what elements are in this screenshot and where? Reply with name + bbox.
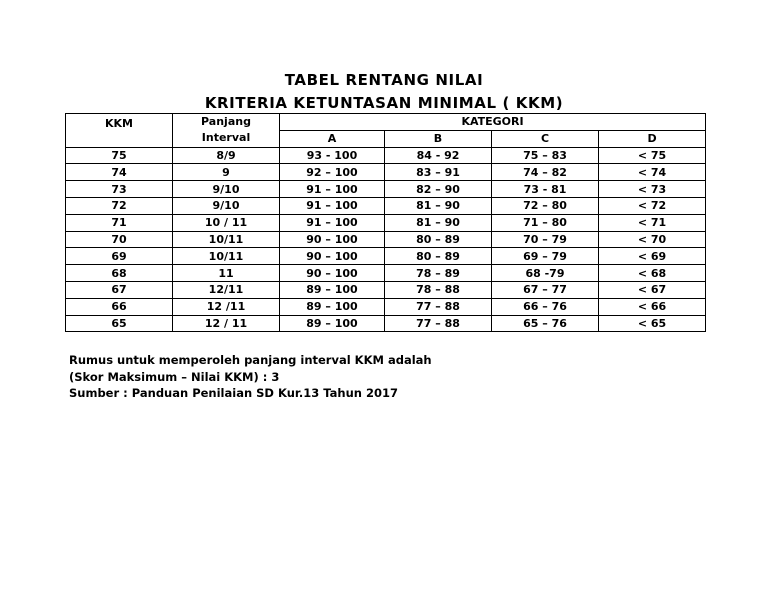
cell-kategori-b: 78 – 89 [385,265,492,282]
cell-kkm: 69 [66,248,173,265]
cell-kategori-c: 66 – 76 [492,298,599,315]
cell-kategori-d: < 67 [599,281,706,298]
cell-kategori-c: 75 – 83 [492,147,599,164]
cell-kategori-b: 81 – 90 [385,197,492,214]
cell-kategori-a: 89 – 100 [280,315,385,332]
cell-panjang-interval: 10/11 [173,231,280,248]
cell-kategori-a: 89 – 100 [280,281,385,298]
cell-kategori-c: 73 - 81 [492,181,599,198]
table-row [66,231,706,248]
page-title: TABEL RENTANG NILAI [284,71,484,89]
table-row [66,164,706,181]
cell-panjang-interval: 11 [173,265,280,282]
header-interval: Interval [201,131,251,144]
cell-kategori-c: 69 – 79 [492,248,599,265]
cell-kategori-b: 81 – 90 [385,214,492,231]
cell-kategori-c: 65 – 76 [492,315,599,332]
cell-kategori-a: 90 – 100 [280,265,385,282]
cell-kkm: 71 [66,214,173,231]
cell-panjang-interval: 9/10 [173,181,280,198]
cell-kategori-c: 68 -79 [492,265,599,282]
cell-kategori-a: 93 - 100 [280,147,385,164]
cell-kategori-b: 77 – 88 [385,298,492,315]
cell-kategori-a: 89 – 100 [280,298,385,315]
cell-kategori-b: 83 – 91 [385,164,492,181]
table-body [66,147,706,332]
cell-panjang-interval: 10/11 [173,248,280,265]
note-formula-intro: Rumus untuk memperoleh panjang interval KKM adalah [69,353,432,367]
cell-panjang-interval: 12 / 11 [173,315,280,332]
cell-kategori-a: 91 – 100 [280,197,385,214]
cell-kategori-d: < 72 [599,197,706,214]
table-row [66,315,706,332]
header-kategori: KATEGORI [280,114,706,131]
kkm-range-table [65,113,706,332]
cell-kategori-d: < 74 [599,164,706,181]
header-c: C [492,130,599,147]
cell-kkm: 75 [66,147,173,164]
cell-kkm: 68 [66,265,173,282]
header-b: B [385,130,492,147]
cell-kategori-c: 67 – 77 [492,281,599,298]
cell-kategori-a: 90 – 100 [280,231,385,248]
table-header-row [66,114,706,131]
cell-kategori-c: 74 – 82 [492,164,599,181]
cell-kkm: 65 [66,315,173,332]
cell-kategori-d: < 71 [599,214,706,231]
cell-panjang-interval: 10 / 11 [173,214,280,231]
cell-kategori-d: < 75 [599,147,706,164]
cell-kategori-b: 80 – 89 [385,248,492,265]
page-subtitle: KRITERIA KETUNTASAN MINIMAL ( KKM) [204,94,564,112]
header-panjang-interval [173,114,280,148]
table-row [66,298,706,315]
header-panjang: Panjang [201,115,251,128]
cell-panjang-interval: 9/10 [173,197,280,214]
table-row [66,248,706,265]
cell-kkm: 70 [66,231,173,248]
cell-kategori-a: 92 – 100 [280,164,385,181]
cell-kategori-c: 72 – 80 [492,197,599,214]
cell-kategori-d: < 73 [599,181,706,198]
cell-kategori-d: < 68 [599,265,706,282]
cell-kkm: 73 [66,181,173,198]
table-row [66,214,706,231]
cell-kkm: 67 [66,281,173,298]
cell-kategori-a: 90 – 100 [280,248,385,265]
cell-panjang-interval: 8/9 [173,147,280,164]
cell-kategori-b: 77 – 88 [385,315,492,332]
table-row [66,147,706,164]
cell-panjang-interval: 9 [173,164,280,181]
cell-kategori-a: 91 – 100 [280,181,385,198]
note-source: Sumber : Panduan Penilaian SD Kur.13 Tahun 2017 [69,386,398,400]
header-d: D [599,130,706,147]
cell-kategori-d: < 65 [599,315,706,332]
cell-kkm: 66 [66,298,173,315]
cell-kategori-b: 80 – 89 [385,231,492,248]
cell-kategori-b: 84 - 92 [385,147,492,164]
notes [69,352,432,402]
cell-kategori-c: 70 – 79 [492,231,599,248]
cell-panjang-interval: 12/11 [173,281,280,298]
header-kkm: KKM [66,114,173,148]
cell-panjang-interval: 12 /11 [173,298,280,315]
note-formula: (Skor Maksimum – Nilai KKM) : 3 [69,369,280,384]
cell-kategori-d: < 70 [599,231,706,248]
header-a: A [280,130,385,147]
table-row [66,281,706,298]
table-row [66,265,706,282]
cell-kategori-a: 91 – 100 [280,214,385,231]
cell-kategori-c: 71 – 80 [492,214,599,231]
cell-kkm: 72 [66,197,173,214]
table-row [66,197,706,214]
table-row [66,181,706,198]
cell-kategori-d: < 69 [599,248,706,265]
cell-kategori-b: 78 – 88 [385,281,492,298]
cell-kategori-b: 82 – 90 [385,181,492,198]
cell-kkm: 74 [66,164,173,181]
cell-kategori-d: < 66 [599,298,706,315]
